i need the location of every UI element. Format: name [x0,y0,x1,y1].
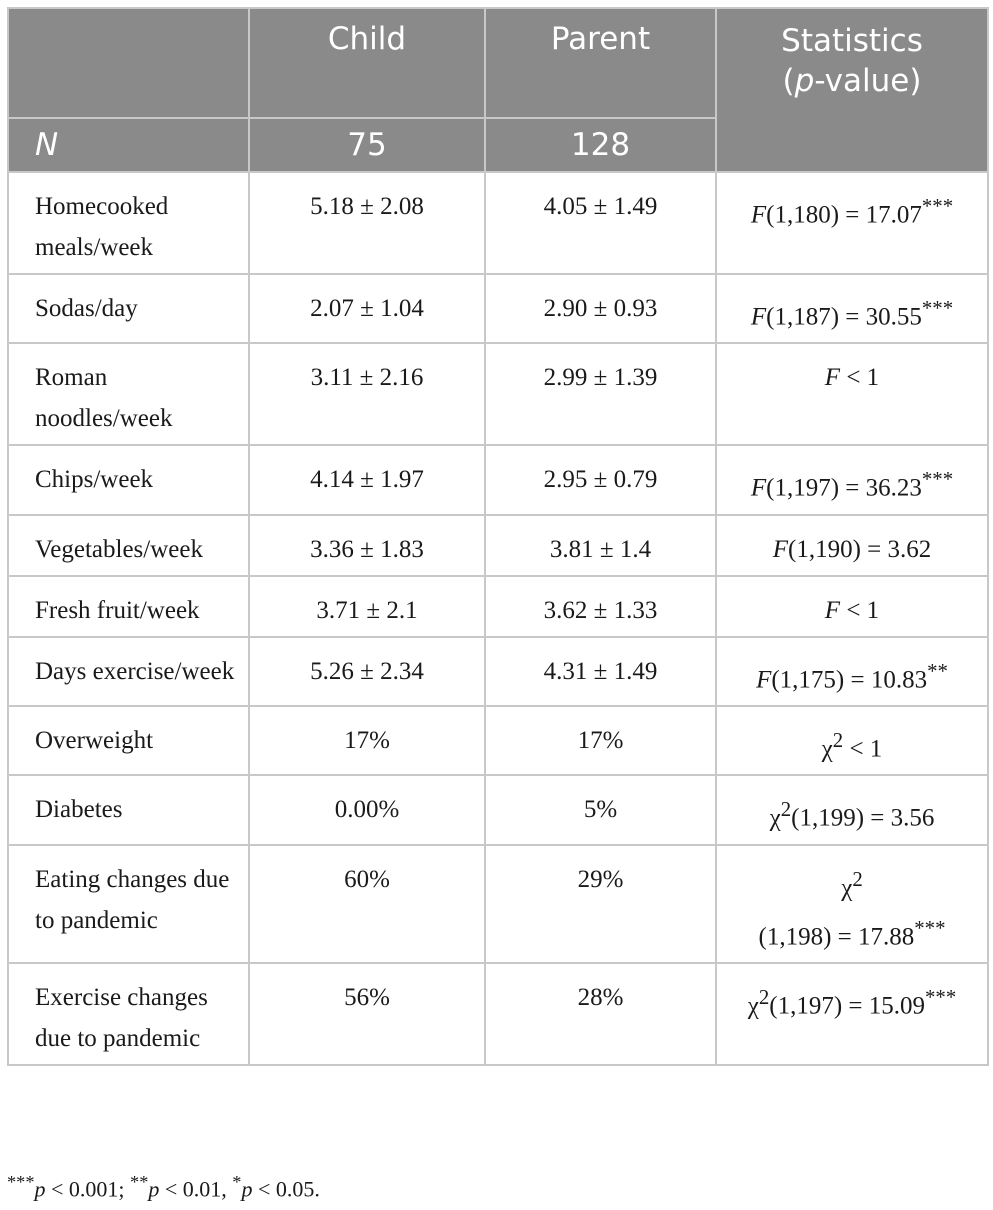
child-value: 4.14 ± 1.97 [249,445,485,514]
child-value: 60% [249,845,485,964]
statistic-value: F(1,190) = 3.62 [716,515,988,576]
table-row [8,274,988,343]
statistic-value: F < 1 [716,343,988,445]
parent-value: 29% [485,845,716,964]
child-value: 5.26 ± 2.34 [249,637,485,706]
row-label: Overweight [8,706,249,775]
parent-value: 4.05 ± 1.49 [485,172,716,274]
parent-value: 3.81 ± 1.4 [485,515,716,576]
statistic-value: $\chi^2$ (1,198) = 17.88*** [716,845,988,964]
table-row [8,706,988,775]
parent-value: 4.31 ± 1.49 [485,637,716,706]
row-label: Fresh fruit/week [8,576,249,637]
child-value: 56% [249,963,485,1065]
parent-value: 2.90 ± 0.93 [485,274,716,343]
parent-value: 28% [485,963,716,1065]
row-label: Chips/week [8,445,249,514]
statistic-value: F(1,175) = 10.83** [716,637,988,706]
results-table [7,7,989,1066]
statistic-value: F(1,197) = 36.23*** [716,445,988,514]
row-label: Roman noodles/week [8,343,249,445]
table-row [8,172,988,274]
header-statistics [716,8,988,172]
row-label: Diabetes [8,775,249,844]
row-label: Sodas/day [8,274,249,343]
child-value: 3.71 ± 2.1 [249,576,485,637]
table-row [8,775,988,844]
parent-value: 17% [485,706,716,775]
header-n-child: 75 [249,118,485,172]
parent-value: 3.62 ± 1.33 [485,576,716,637]
row-label: Vegetables/week [8,515,249,576]
header-statistics-line2: (p-value) [782,63,922,99]
statistic-value: $\chi^2 < 1$ [716,706,988,775]
child-value: 3.36 ± 1.83 [249,515,485,576]
table-row [8,845,988,964]
table-row [8,515,988,576]
row-label: Eating changes due to pandemic [8,845,249,964]
corner-cell [8,8,249,118]
header-n-parent: 128 [485,118,716,172]
table-row [8,637,988,706]
header-n-label: N [8,118,249,172]
child-value: 0.00% [249,775,485,844]
statistic-value: $\chi^2(1,199) = 3.56$ [716,775,988,844]
header-parent: Parent [485,8,716,118]
row-label: Exercise changes due to pandemic [8,963,249,1065]
statistic-value: F < 1 [716,576,988,637]
child-value: 2.07 ± 1.04 [249,274,485,343]
row-label: Homecooked meals/week [8,172,249,274]
parent-value: 2.99 ± 1.39 [485,343,716,445]
child-value: 3.11 ± 2.16 [249,343,485,445]
statistic-value: $\chi^2(1,197) = 15.09^{***}$ [716,963,988,1065]
table-row [8,343,988,445]
table-row [8,445,988,514]
parent-value: 2.95 ± 0.79 [485,445,716,514]
row-label: Days exercise/week [8,637,249,706]
header-statistics-line1: Statistics [781,23,923,59]
header-child: Child [249,8,485,118]
child-value: 17% [249,706,485,775]
table-row [8,963,988,1065]
child-value: 5.18 ± 2.08 [249,172,485,274]
table-row [8,576,988,637]
statistic-value: F(1,187) = 30.55*** [716,274,988,343]
parent-value: 5% [485,775,716,844]
statistic-value: F(1,180) = 17.07*** [716,172,988,274]
table-footnote: ***p < 0.001; **p < 0.01, *p < 0.05. [7,1172,320,1202]
